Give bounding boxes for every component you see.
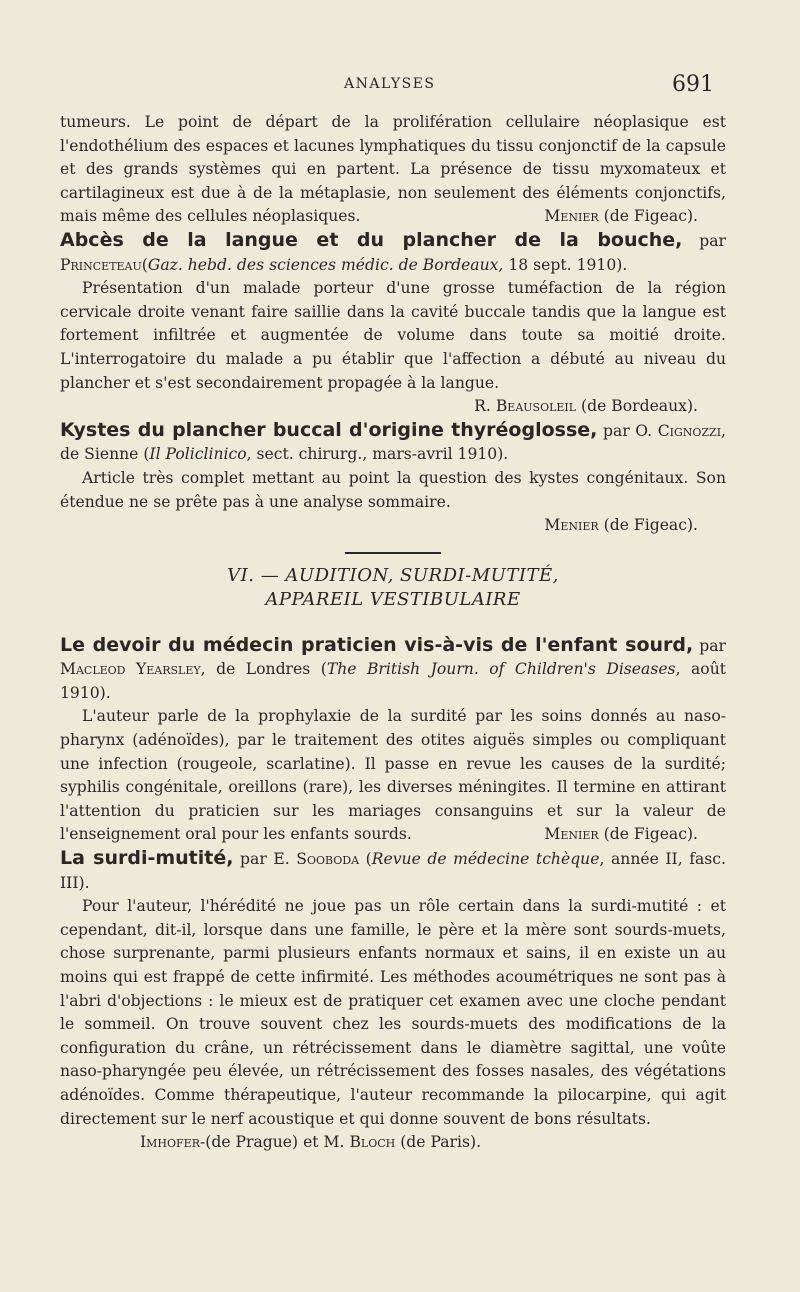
entry-continuation <box>60 111 726 229</box>
page-content <box>60 111 726 1155</box>
page-header <box>0 72 800 102</box>
running-head: ANALYSES <box>344 76 436 92</box>
entry-signature: Menier (de Figeac). <box>544 825 698 844</box>
entry-body: L'auteur parle de la prophylaxie de la surdité par les soins donnés au naso-pharynx (adénoïdes), par le traitement des otites aiguës simples ou compliquant une infection (rougeole, scarlatine). Il passe en revue les causes de la surdité; syphilis congénitale, oreillons (rare), les diverses méningites. Il termine en attirant l'attention du praticien sur les mariages consanguins et sur la valeur de l'enseignement oral pour les enfants sourds. Menier (de Figeac). <box>60 705 726 847</box>
entry-journal: Revue de médecine tchèque <box>371 850 600 869</box>
entry-enfant-sourd: Le devoir du médecin praticien vis-à-vis de l'enfant sourd, par Macleod Yearsley, de Londres (The British Journ. of Children's Diseases, août 1910). <box>60 633 727 702</box>
entry-body: Article très complet mettant au point la question des kystes congénitaux. Son étendue ne se prête pas à une analyse sommaire. <box>60 468 726 511</box>
entry-kystes-plancher: Kystes du plancher buccal d'origine thyréoglosse, par O. Cignozzi, de Sienne (Il Policlinico, sect. chirurg., mars-avril 1910). <box>60 418 727 464</box>
section-divider <box>345 552 441 554</box>
entry-title: Le devoir du médecin praticien vis-à-vis de l'enfant sourd, <box>60 633 694 656</box>
entry-signature: Menier (de Figeac). <box>544 516 698 535</box>
entry-title: Kystes du plancher buccal d'origine thyréoglosse, <box>60 418 598 441</box>
entry-signature: Imhofer-(de Prague) et M. Bloch (de Paris). <box>140 1133 482 1152</box>
entry-journal: Il Policlinico <box>149 445 247 464</box>
page-number: 691 <box>672 72 714 97</box>
entry-journal: Gaz. hebd. des sciences médic. de Bordeaux, <box>147 255 504 274</box>
entry-journal: The British Journ. of Children's Diseases <box>326 660 676 679</box>
entry-author: O. Cignozzi <box>635 421 722 440</box>
entry-author: Sooboda <box>296 850 360 869</box>
entry-signature: Menier (de Figeac). <box>544 207 698 226</box>
entry-title: La surdi-mutité, <box>60 847 234 870</box>
entry-body: tumeurs. Le point de départ de la prolifération cellulaire néoplasique est l'endothélium des espaces et lacunes lymphatiques du tissu conjonctif de la capsule et des grands systèmes qui en partent. La présence de tissu myxomateux et cartilagineux est due à de la métaplasie, non seulement des éléments conjonctifs, mais même des cellules néoplasiques. <box>60 113 726 226</box>
entry-title: Abcès de la langue et du plancher de la bouche, <box>60 228 683 251</box>
entry-body: Pour l'auteur, l'hérédité ne joue pas un rôle certain dans la surdi-mutité : et cependant, dit-il, lorsque dans une famille, le père et la mère sont sourds-muets, chose surprenante, parmi plusieurs enfants normaux et sains, il en existe un au moins qui est frappé de cette infirmité. Les méthodes acoumétriques ne sont pas à l'abri d'objections : le mieux est de pratiquer cet examen avec une cloche pendant le sommeil. On trouve souvent chez les sourds-muets des modifications de la configuration du crâne, un rétrécissement dans le diamètre sagittal, une voûte naso-pharyngée peu élevée, un rétrécissement des fosses nasales, des végétations adénoïdes. Comme thérapeutique, l'auteur recommande la pilocarpine, qui agit directement sur le nerf acoustique et qui donne souvent de bons résultats. <box>60 897 726 1128</box>
entry-author: Princeteau <box>60 255 142 274</box>
entry-signature: R. Beausoleil (de Bordeaux). <box>474 397 698 416</box>
entry-surdi-mutite: La surdi-mutité, par E. Sooboda (Revue de médecine tchèque, année II, fasc. III). <box>60 847 726 892</box>
entry-author: Macleod Yearsley <box>60 660 201 679</box>
entry-abces-langue: Abcès de la langue et du plancher de la bouche, par Princeteau(Gaz. hebd. des sciences médic. de Bordeaux, 18 sept. 1910). <box>60 228 726 274</box>
section-heading: VI. — AUDITION, SURDI-MUTITÉ, APPAREIL VESTIBULAIRE <box>227 564 559 610</box>
entry-body: Présentation d'un malade porteur d'une grosse tuméfaction de la région cervicale droite venant faire saillie dans la cavité buccale tandis que la langue est fortement infiltrée et augmentée de volume dans toute sa moitié droite. L'interrogatoire du malade a pu établir que l'affection a débuté au niveau du plancher et s'est secondairement propagée à la langue. R. Beausoleil (de Bordeaux). <box>60 277 726 395</box>
